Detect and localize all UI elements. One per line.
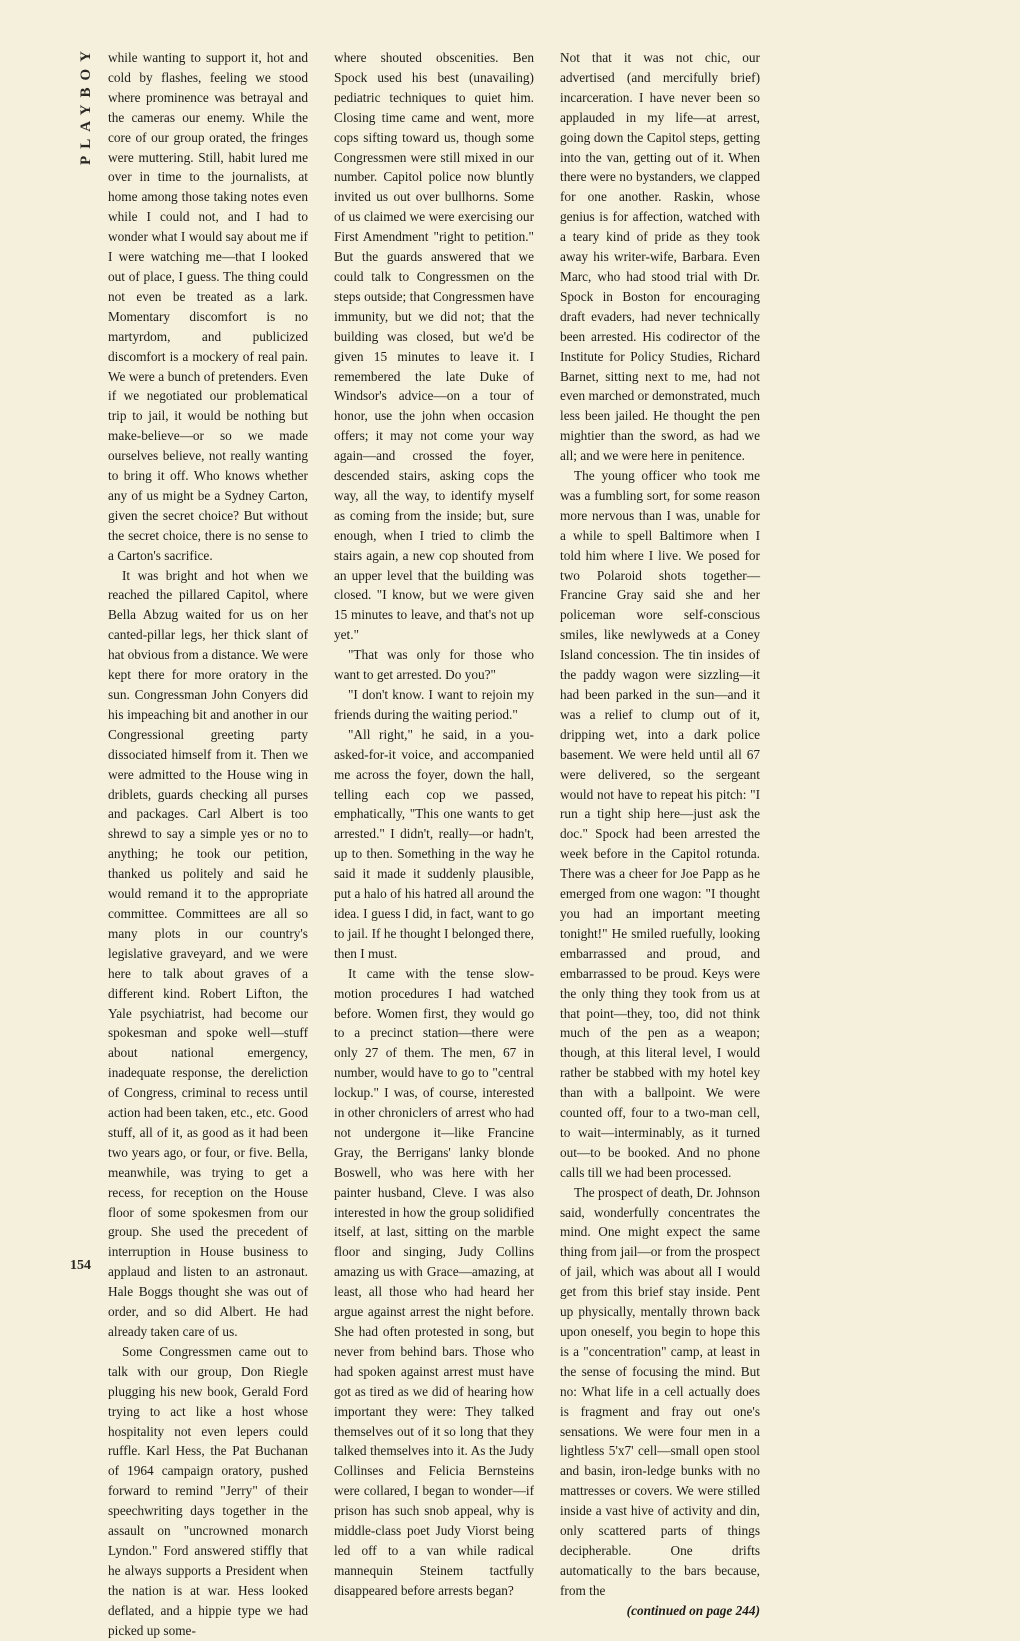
paragraph: "All right," he said, in a you-asked-for-it voice, and accompanied me across the foyer, down the hall, telling each cop we passed, emphatically, "This one wants to get arrested." I didn't, really—or hadn't, up to then. Something in the way he said it made it suddenly plausible, put a halo of his hatred all around the idea. I guess I did, in fact, want to go to jail. If he thought I belonged there, then I must. — [334, 726, 534, 961]
paragraph: Some Congressmen came out to talk with our group, Don Riegle plugging his new book, Gerald Ford trying to act like a host whose hospitality not even lepers could ruffle. Karl Hess, the Pat Buchanan of 1964 campaign oratory, pushed forward to remind "Jerry" of their speechwriting days together in the assault on "uncrowned monarch Lyndon." Ford answered stiffly that he always supports a President when the nation is at war. Hess looked deflated, and a hippie type we had picked up some- — [108, 1343, 308, 1638]
paragraph: "That was only for those who want to get arrested. Do you?" — [334, 647, 534, 683]
paragraph: It was bright and hot when we reached the pillared Capitol, where Bella Abzug waited for us on her canted-pillar legs, her thick slant of hat obvious from a distance. We were kept there for more oratory in the sun. Congressman John Conyers did his impeaching bit and another in our Congressional greeting party dissociated himself from it. Then we were admitted to the House wing in driblets, guards checking all purses and packages. Carl Albert is too shrewd to say a simple yes or no to anything; he took our petition, thanked us politely and said he would remand it to the appropriate committee. Committees are all so many plots in our country's legislative graveyard, and we were here to talk about graves of a different kind. Robert Lifton, the Yale psychiatrist, had become our spokesman and spoke well—stuff about national emergency, inadequate response, the dereliction of Congress, criminal to recess until action had been taken, etc., etc. Good stuff, all of it, as good as it had been two years ago, or four, or five. Bella, meanwhile, was trying to get a recess, for reception on the House floor of some spokesmen from our group. She used the precedent of interruption in House business to applaud and listen to an astronaut. Hale Boggs thought she was out of order, and so did Albert. He had already taken care of us. — [108, 567, 308, 1339]
paragraph: where shouted obscenities. Ben Spock used his best (unavailing) pediatric techniques to quiet him. Closing time came and went, more cops sifting toward us, though some Congressmen were still mixed in our number. Capitol police now bluntly invited us out over bullhorns. Some of us claimed we were exercising our First Amendment "right to petition." But the guards answered that we could talk to Congressmen on the steps outside; that Congressmen have immunity, but we did not; that the building was closed, but we'd be given 15 minutes to leave it. I remembered the late Duke of Windsor's advice—on a tour of honor, use the john when occasion offers; it may not come your way again—and crossed the foyer, descended stairs, asking cops the way, all the way, to identify myself as coming from the inside; but, sure enough, when I tried to climb the stairs again, a new cop shouted from an upper level that the building was closed. "I know, but we were given 15 minutes to leave, and that's not up yet." — [334, 50, 534, 643]
column-2 — [334, 48, 534, 1598]
paragraph: while wanting to support it, hot and cold by flashes, feeling we stood where prominence was betrayal and the cameras our enemy. While the core of our group orated, the fringes were muttering. Still, habit lured me over in time to the journalists, at home among those taking notes even while I could not, and I had to wonder what I would say about me if I were watching me—that I looked out of place, I guess. The thing could not even be treated as a lark. Momentary discomfort is no martyrdom, and publicized discomfort is a mockery of real pain. We were a bunch of pretenders. Even if we negotiated our problematical trip to jail, it would be nothing but make-believe—or so we made ourselves believe, not really wanting to bring it off. Who knows whether any of us might be a Sydney Carton, given the secret choice? But without the secret choice, there is no sense to a Carton's sacrifice. — [108, 50, 308, 563]
paragraph: It came with the tense slow-motion procedures I had watched before. Women first, they would go to a precinct station—there were only 27 of them. The men, 67 in number, would have to go to "central lockup." I was, of course, interested in other chroniclers of arrest who had not undergone it—like Francine Gray, the Berrigans' lanky blonde Boswell, who was here with her painter husband, Cleve. I was also interested in how the group solidified itself, at last, sitting on the marble floor and singing, Judy Collins amazing us with Grace—amazing, at least, all those who had heard her argue against arrest the night before. She had often protested in song, but never from behind bars. Those who had spoken against arrest must have got as tired as we did of hearing how important they were: They talked themselves out of it so long that they talked themselves into it. As the Judy Collinses and Felicia Bernsteins were collared, I began to wonder—if prison has such snob appeal, why is middle-class poet Judy Viorst being led off to a van while radical mannequin Steinem tactfully disappeared before arrests began? — [334, 965, 534, 1598]
paragraph: "I don't know. I want to rejoin my friends during the waiting period." — [334, 687, 534, 722]
article-body — [108, 48, 988, 1638]
magazine-masthead: PLAYBOY — [78, 44, 94, 165]
column-1 — [108, 48, 308, 1638]
paragraph: The young officer who took me was a fumbling sort, for some reason more nervous than I was, unable for a while to spell Baltimore when I told him where I live. We posed for two Polaroid shots together—Francine Gray said she and her policeman wore self-conscious smiles, like newlyweds at a Coney Island concession. The tin insides of the paddy wagon were sizzling—it had been parked in the sun—and it was a relief to clump out of it, dripping wet, into a dark police basement. We were held until all 67 were delivered, so the sergeant would not have to repeat his pitch: "I run a tight ship here—just ask the doc." Spock had been arrested the week before in the Capitol rotunda. There was a cheer for Joe Papp as he emerged from one wagon: "I thought you had an important meeting tonight!" He smiled ruefully, looking embarrassed and proud, and embarrassed to be proud. Keys were the only thing they took from us at that point—they, too, did not think much of the pen as a weapon; though, at this literal level, I would rather be stabbed with my hotel key than with a ballpoint. We were counted off, four to a two-man cell, to wait—interminably, as it turned out—to be booked. And no phone calls till we had been processed. — [560, 468, 760, 1180]
paragraph: Not that it was not chic, our advertised (and mercifully brief) incarceration. I have never been so applauded in my life—at arrest, going down the Capitol steps, getting into the van, getting out of it. When there were no bystanders, we clapped for one another. Raskin, whose genius is for affection, watched with a teary kind of pride as they took away his writer-wife, Barbara. Even Marc, who had stood trial with Dr. Spock in Boston for encouraging draft evaders, had never technically been arrested. His codirector of the Institute for Policy Studies, Richard Barnet, sitting next to me, had not even marched or demonstrated, much less been jailed. He thought the pen mightier than the sword, as had we all; and we were here in penitence. — [560, 50, 760, 464]
page-number: 154 — [70, 1258, 91, 1273]
column-3 — [560, 48, 760, 1618]
continued-note: (continued on page 244) — [626, 1602, 760, 1618]
paragraph: The prospect of death, Dr. Johnson said, wonderfully concentrates the mind. One might expect the same thing from jail—or from the prospect of jail, which was about all I would get from this brief stay inside. Pent up physically, mentally thrown back upon oneself, you begin to hope this is a "concentration" camp, at least in the sense of focusing the mind. But no: What life in a cell actually does is fragment and fray out one's sensations. We were four men in a lightless 5'x7' cell—small open stool and basin, iron-ledge bunks with no mattresses or covers. We were stilled inside a vast hive of activity and din, only scattered parts of things decipherable. One drifts automatically to the bars because, from the — [560, 1184, 760, 1598]
